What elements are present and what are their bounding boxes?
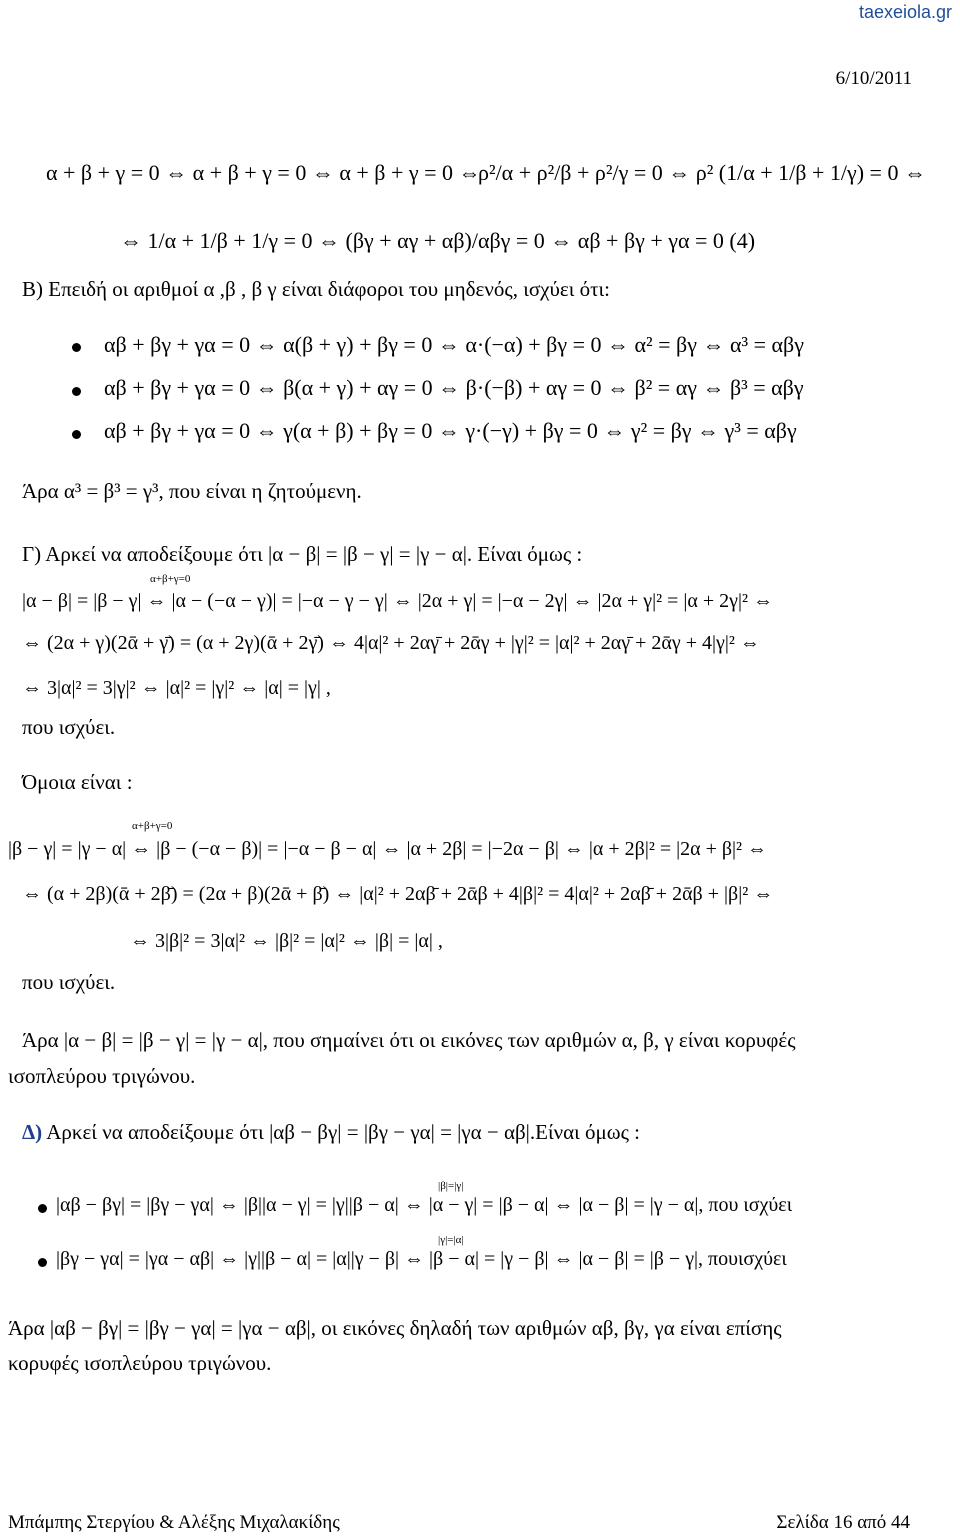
condition-label: |γ|=|α| (438, 1234, 464, 1246)
site-link[interactable]: taexeiola.gr (858, 2, 952, 22)
section-g-heading: Γ) Αρκεί να αποδείξουμε ότι |α − β| = |β − γ| = |γ − α|. Είναι όμως : (22, 542, 583, 566)
bullet-icon (72, 387, 81, 396)
equation-line-1b: ρ²/α + ρ²/β + ρ²/γ = 0 ⇔ ρ² (1/α + 1/β + 1/γ) = 0 ⇔ (478, 160, 926, 185)
bullet-icon (72, 430, 81, 439)
conclusion-3b: κορυφές ισοπλεύρου τριγώνου. (8, 1351, 272, 1375)
similar-line-3: ⇔ 3|β|² = 3|α|² ⇔ |β|² = |α|² ⇔ |β| = |α| , (130, 930, 443, 952)
section-b-heading (22, 277, 610, 302)
bullet-equation-3: αβ + βγ + γα = 0 ⇔ γ(α + β) + βγ = 0 ⇔ γ·(−γ) + βγ = 0 ⇔ γ² = βγ ⇔ γ³ = αβγ (104, 418, 797, 443)
bullet-icon (38, 1204, 47, 1213)
footer-authors: Μπάμπης Στεργίου & Αλέξης Μιχαλακίδης (8, 1512, 340, 1533)
conclusion-2b: ισοπλεύρου τριγώνου. (8, 1064, 196, 1088)
bullet-icon (38, 1258, 47, 1267)
footer-page-number: Σελίδα 16 από 44 (776, 1512, 910, 1533)
conclusion-1: Άρα α³ = β³ = γ³, που είναι η ζητούμενη. (22, 479, 362, 503)
section-g-line-2: ⇔ (2α + γ)(2ᾱ + γ̄) = (α + 2γ)(ᾱ + 2γ̄) ⇔ 4|α|² + 2αγ̄ + 2ᾱγ + |γ|² = |α|² + 2αγ̄ + 2ᾱγ + 4|γ|² ⇔ (22, 632, 760, 654)
section-d-bullet-2: |βγ − γα| = |γα − αβ| ⇔ |γ||β − α| = |α||γ − β| ⇔ |β − α| = |γ − β| ⇔ |α − β| = |β − γ|, πουισχύει (56, 1248, 787, 1270)
condition-label: |β|=|γ| (438, 1180, 464, 1192)
page-date: 6/10/2011 (835, 68, 912, 89)
section-g-line-3: ⇔ 3|α|² = 3|γ|² ⇔ |α|² = |γ|² ⇔ |α| = |γ| , (22, 677, 331, 699)
conclusion-3a: Άρα |αβ − βγ| = |βγ − γα| = |γα − αβ|, οι εικόνες δηλαδή των αριθμών αβ, βγ, γα είναι επίσης (8, 1316, 782, 1340)
section-g-line-1: |α − β| = |β − γ| ⇔ |α − (−α − γ)| = |−α − γ − γ| ⇔ |2α + γ| = |−α − 2γ| ⇔ |2α + γ|² = |α + 2γ|² ⇔ (22, 590, 774, 612)
bullet-equation-1: αβ + βγ + γα = 0 ⇔ α(β + γ) + βγ = 0 ⇔ α·(−α) + βγ = 0 ⇔ α² = βγ ⇔ α³ = αβγ (104, 332, 804, 357)
similar-line-1: |β − γ| = |γ − α| ⇔ |β − (−α − β)| = |−α − β − α| ⇔ |α + 2β| = |−2α − β| ⇔ |α + 2β|² = |2α + β|² ⇔ (8, 838, 768, 860)
section-d-bullet-1: |αβ − βγ| = |βγ − γα| ⇔ |β||α − γ| = |γ||β − α| ⇔ |α − γ| = |β − α| ⇔ |α − β| = |γ − α|, που ισχύει (56, 1194, 793, 1216)
bullet-equation-2: αβ + βγ + γα = 0 ⇔ β(α + γ) + αγ = 0 ⇔ β·(−β) + αγ = 0 ⇔ β² = αγ ⇔ β³ = αβγ (104, 375, 804, 400)
section-d-text: Αρκεί να αποδείξουμε ότι |αβ − βγ| = |βγ − γα| = |γα − αβ|.Είναι όμως : (46, 1120, 640, 1144)
section-d-label: Δ) (22, 1120, 43, 1144)
condition-label: α+β+γ=0 (132, 820, 173, 832)
equation-line-1a: α + β + γ = 0 ⇔ α + β + γ = 0 ⇔ α + β + γ = 0 ⇔ (46, 160, 481, 185)
condition-label: α+β+γ=0 (150, 573, 191, 585)
section-b-text: Β) Επειδή οι αριθμοί α ,β , β γ είναι διάφοροι του μηδενός, ισχύει ότι: (22, 277, 611, 301)
holds-text-1: που ισχύει. (22, 715, 116, 739)
equation-line-2: ⇔ 1/α + 1/β + 1/γ = 0 ⇔ (βγ + αγ + αβ)/αβγ = 0 ⇔ αβ + βγ + γα = 0 (4) (120, 228, 756, 253)
conclusion-2a: Άρα |α − β| = |β − γ| = |γ − α|, που σημαίνει ότι οι εικόνες των αριθμών α, β, γ είναι κορυφές (22, 1028, 796, 1052)
bullet-icon (72, 343, 81, 352)
similarly-text: Όμοια είναι : (22, 770, 133, 794)
holds-text-2: που ισχύει. (22, 970, 116, 994)
section-d-heading (22, 1120, 640, 1145)
similar-line-2: ⇔ (α + 2β)(ᾱ + 2β̄) = (2α + β)(2ᾱ + β̄) ⇔ |α|² + 2αβ̄ + 2ᾱβ + 4|β|² = 4|α|² + 2αβ̄ + 2ᾱβ + |β|² ⇔ (22, 883, 774, 905)
